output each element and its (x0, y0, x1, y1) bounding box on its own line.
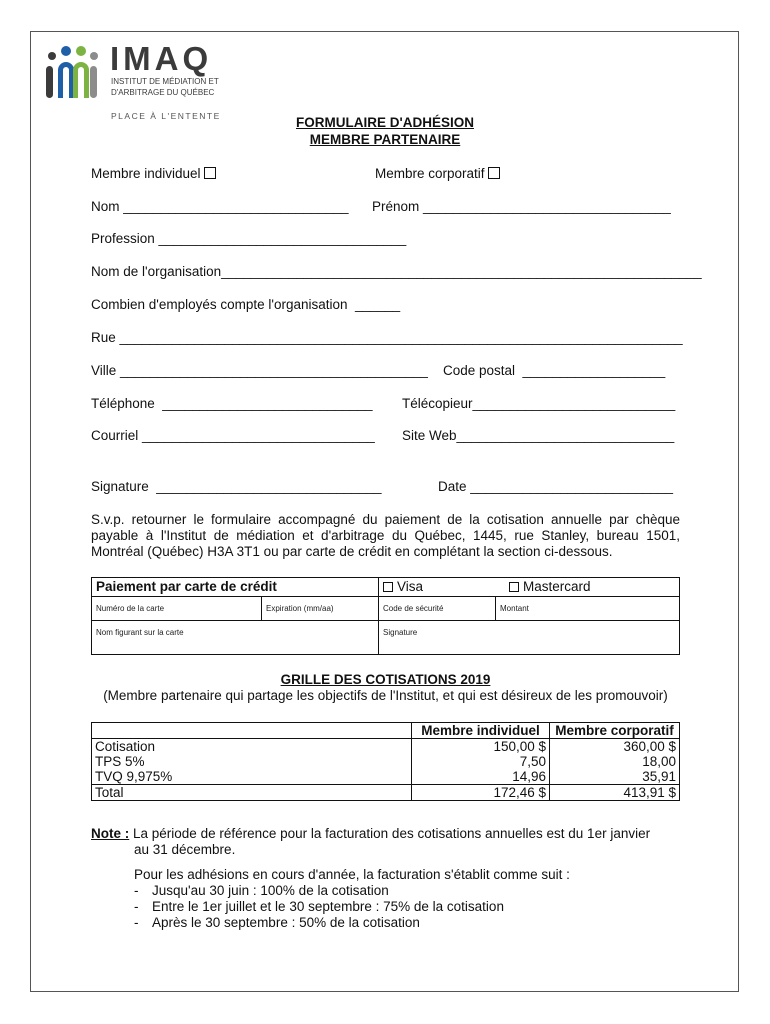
membership-individual[interactable] (91, 166, 216, 182)
profession-field[interactable]: Profession _________________________________ (91, 231, 407, 246)
logo-org-line2: D'ARBITRAGE DU QUÉBEC (111, 88, 215, 97)
card-number-label: Numéro de la carte (96, 604, 165, 613)
table-row (92, 754, 680, 769)
prenom-field[interactable]: Prénom _________________________________ (372, 199, 671, 214)
note-text-line2: au 31 décembre. (134, 842, 236, 857)
card-type-cell (379, 578, 680, 597)
fee-label: TPS 5% (92, 754, 412, 769)
list-item: - Jusqu'au 30 juin : 100% de la cotisation (134, 883, 389, 898)
employes-field[interactable]: Combien d'employés compte l'organisation ______ (91, 297, 401, 312)
name-on-card-cell[interactable] (92, 621, 379, 655)
fees-header-blank (92, 723, 412, 739)
list-item: - Après le 30 septembre : 50% de la cotisation (134, 915, 420, 930)
corporate-checkbox[interactable] (488, 167, 500, 179)
fee-individual: 7,50 (412, 754, 550, 769)
logo-tagline: PLACE À L'ENTENTE (111, 111, 221, 121)
date-field[interactable]: Date ___________________________ (438, 479, 673, 494)
telecopieur-field[interactable]: Télécopieur___________________________ (402, 396, 676, 411)
note-intro: Pour les adhésions en cours d'année, la facturation s'établit comme suit : (134, 867, 570, 882)
individual-checkbox[interactable] (204, 167, 216, 179)
table-row (92, 739, 680, 755)
site-web-field[interactable]: Site Web_____________________________ (402, 428, 675, 443)
instructions-paragraph: S.v.p. retourner le formulaire accompagné du paiement de la cotisation annuelle par chèque payable à l'Institut de médiation et d'arbitrage du Québec, 1445, rue Stanley, bureau 1501, Montréal (Québec) H3A 3T1 ou par carte de crédit en complétant la section ci-dessous. (91, 512, 680, 559)
fee-corporate: 18,00 (550, 754, 680, 769)
list-item: - Entre le 1er juillet et le 30 septembre : 75% de la cotisation (134, 899, 504, 914)
fees-subtitle: (Membre partenaire qui partage les objectifs de l'Institut, et qui est désireux de les promouvoir) (103, 688, 668, 703)
fee-corporate: 360,00 $ (550, 739, 680, 755)
courriel-field[interactable]: Courriel _______________________________ (91, 428, 375, 443)
fee-corporate: 35,91 (550, 769, 680, 785)
payment-table (91, 577, 680, 655)
visa-option[interactable] (383, 579, 509, 595)
payment-heading: Paiement par carte de crédit (96, 579, 277, 594)
fee-corporate: 413,91 $ (550, 785, 680, 801)
logo-org-line1: INSTITUT DE MÉDIATION ET (111, 77, 219, 86)
expiration-cell[interactable] (262, 597, 379, 621)
membership-corporate-label: Membre corporatif (375, 166, 485, 181)
membership-corporate[interactable] (375, 166, 500, 182)
fee-label: Cotisation (92, 739, 412, 755)
mastercard-checkbox[interactable] (509, 582, 519, 592)
fees-title: GRILLE DES COTISATIONS 2019 (280, 672, 491, 687)
signature-field[interactable]: Signature ______________________________ (91, 479, 382, 494)
fee-individual: 14,96 (412, 769, 550, 785)
rue-field[interactable]: Rue ___________________________________________________________________________ (91, 330, 683, 345)
fee-individual: 172,46 $ (412, 785, 550, 801)
name-on-card-label: Nom figurant sur la carte (96, 628, 184, 637)
mastercard-label: Mastercard (523, 579, 591, 594)
nom-field[interactable]: Nom ______________________________ (91, 199, 349, 214)
fee-label: TVQ 9,975% (92, 769, 412, 785)
fee-label: Total (92, 785, 412, 801)
table-row (92, 769, 680, 785)
fee-individual: 150,00 $ (412, 739, 550, 755)
payment-heading-cell (92, 578, 379, 597)
form-title: FORMULAIRE D'ADHÉSION (296, 115, 474, 130)
amount-label: Montant (500, 604, 529, 613)
telephone-field[interactable]: Téléphone ____________________________ (91, 396, 373, 411)
card-signature-label: Signature (383, 628, 418, 637)
note-label: Note : (91, 826, 130, 841)
amount-cell[interactable] (496, 597, 680, 621)
security-code-label: Code de sécurité (383, 604, 444, 613)
mastercard-option[interactable] (509, 579, 591, 594)
logo-brand: IMAQ (110, 40, 213, 77)
table-row (92, 785, 680, 801)
security-code-cell[interactable] (379, 597, 496, 621)
card-number-cell[interactable] (92, 597, 262, 621)
fees-table (91, 722, 680, 801)
visa-label: Visa (397, 579, 424, 594)
imaq-logo (44, 42, 244, 124)
fees-header-corporate: Membre corporatif (550, 723, 680, 739)
visa-checkbox[interactable] (383, 582, 393, 592)
fees-header-individual: Membre individuel (412, 723, 550, 739)
form-subtitle: MEMBRE PARTENAIRE (309, 132, 461, 147)
card-signature-cell[interactable] (379, 621, 680, 655)
note-text-line1: La période de référence pour la facturation des cotisations annuelles est du 1er janvier (133, 826, 651, 841)
code-postal-field[interactable]: Code postal ___________________ (443, 363, 666, 378)
note-block (91, 826, 691, 931)
organisation-field[interactable]: Nom de l'organisation________________________________________________________________ (91, 264, 702, 279)
expiration-label: Expiration (mm/aa) (266, 604, 334, 613)
membership-individual-label: Membre individuel (91, 166, 201, 181)
ville-field[interactable]: Ville _________________________________________ (91, 363, 428, 378)
